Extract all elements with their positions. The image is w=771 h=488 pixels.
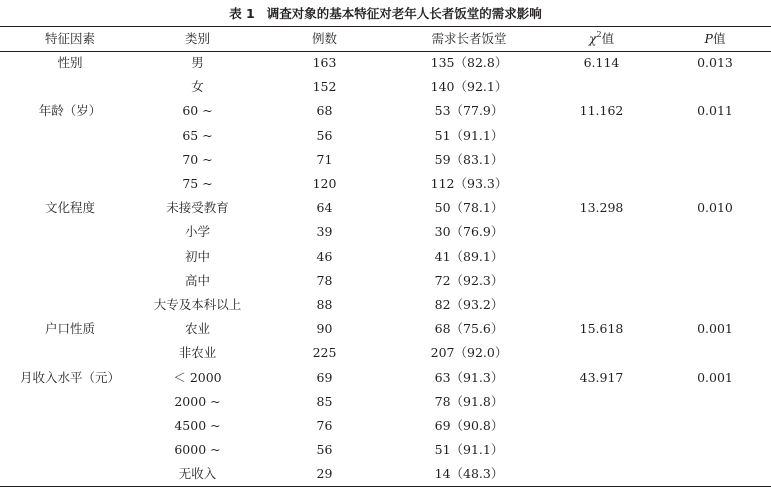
cell-p: 0.011 — [697, 103, 733, 119]
chi-suffix: 值 — [601, 31, 615, 46]
table-row — [0, 366, 771, 390]
cell-category: 60 ~ — [182, 103, 213, 119]
cell-need: 41（89.1） — [434, 248, 504, 264]
cell-category: 4500 ~ — [174, 418, 221, 434]
table-row — [0, 438, 771, 462]
cell-need: 112（93.3） — [430, 176, 508, 192]
cell-chi — [544, 341, 659, 365]
cell-chi — [544, 148, 659, 172]
header-need: 需求长者饭堂 — [431, 31, 507, 46]
cell-category: 男 — [191, 55, 204, 70]
cell-need: 207（92.0） — [430, 345, 508, 361]
cell-p — [659, 269, 771, 293]
cell-chi — [544, 462, 659, 486]
cell-need: 30（76.9） — [434, 224, 504, 240]
cell-p — [659, 438, 771, 462]
cell-chi — [544, 438, 659, 462]
cell-need: 63（91.3） — [434, 369, 504, 385]
cell-need: 135（82.8） — [430, 55, 508, 70]
table-row — [0, 75, 771, 99]
table-row — [0, 269, 771, 293]
cell-count: 71 — [316, 151, 333, 167]
cell-category: ＜ 2000 — [173, 369, 222, 385]
cell-p: 0.001 — [697, 321, 733, 337]
header-count: 例数 — [311, 31, 337, 46]
cell-factor — [0, 172, 140, 196]
cell-p — [659, 245, 771, 269]
cell-count: 78 — [316, 272, 333, 288]
cell-factor — [0, 462, 140, 486]
p-suffix: 值 — [712, 31, 726, 46]
cell-chi — [544, 75, 659, 99]
cell-count: 69 — [316, 369, 333, 385]
table-row — [0, 148, 771, 172]
cell-p: 0.013 — [697, 55, 733, 70]
cell-count: 225 — [312, 345, 337, 361]
header-factor: 特征因素 — [44, 31, 95, 46]
cell-count: 76 — [316, 418, 333, 434]
header-p-value — [659, 27, 771, 51]
cell-count: 46 — [316, 248, 333, 264]
cell-p — [659, 75, 771, 99]
table-number: 表 1 — [229, 6, 255, 21]
cell-category: 小学 — [184, 224, 210, 240]
cell-count: 56 — [316, 442, 333, 458]
p-symbol: P — [704, 31, 713, 46]
cell-factor — [0, 245, 140, 269]
cell-p — [659, 124, 771, 148]
cell-need: 140（92.1） — [430, 79, 508, 95]
cell-p — [659, 220, 771, 244]
table-row — [0, 51, 771, 75]
cell-category: 无收入 — [178, 466, 217, 482]
table-row — [0, 172, 771, 196]
cell-p: 0.001 — [697, 369, 733, 385]
cell-category: 大专及本科以上 — [153, 297, 242, 313]
table-row — [0, 341, 771, 365]
cell-factor — [0, 148, 140, 172]
cell-factor: 性别 — [57, 55, 83, 70]
cell-p — [659, 390, 771, 414]
cell-need: 51（91.1） — [434, 127, 504, 143]
cell-factor — [0, 293, 140, 317]
cell-factor — [0, 341, 140, 365]
cell-category: 非农业 — [178, 345, 217, 361]
cell-chi — [544, 293, 659, 317]
cell-category: 农业 — [184, 321, 210, 337]
cell-count: 120 — [312, 176, 337, 192]
cell-count: 85 — [316, 393, 333, 409]
chi-symbol: χ — [588, 31, 597, 46]
cell-count: 88 — [316, 297, 333, 313]
cell-factor — [0, 269, 140, 293]
cell-category: 65 ~ — [182, 127, 213, 143]
cell-factor — [0, 220, 140, 244]
cell-need: 72（92.3） — [434, 272, 504, 288]
cell-need: 68（75.6） — [434, 321, 504, 337]
cell-factor — [0, 414, 140, 438]
cell-p — [659, 341, 771, 365]
cell-p — [659, 148, 771, 172]
cell-chi — [544, 124, 659, 148]
cell-category: 70 ~ — [182, 151, 213, 167]
cell-count: 152 — [312, 79, 337, 95]
table-body — [0, 51, 771, 487]
table-row — [0, 317, 771, 341]
table-row — [0, 220, 771, 244]
cell-chi — [544, 220, 659, 244]
cell-p: 0.010 — [697, 200, 733, 216]
cell-category: 初中 — [184, 248, 210, 264]
cell-count: 56 — [316, 127, 333, 143]
cell-chi: 15.618 — [579, 321, 624, 337]
cell-need: 78（91.8） — [434, 393, 504, 409]
cell-p — [659, 462, 771, 486]
cell-need: 14（48.3） — [434, 466, 504, 482]
cell-factor: 月收入水平（元） — [19, 369, 120, 385]
cell-need: 51（91.1） — [434, 442, 504, 458]
header-chi-square — [544, 27, 659, 51]
cell-chi: 11.162 — [579, 103, 624, 119]
cell-chi: 13.298 — [579, 200, 624, 216]
cell-count: 163 — [312, 55, 337, 70]
table-title: 调查对象的基本特征对老年人长者饭堂的需求影响 — [266, 6, 542, 21]
characteristics-table — [0, 27, 771, 487]
cell-chi: 43.917 — [579, 369, 624, 385]
cell-factor — [0, 75, 140, 99]
cell-need: 59（83.1） — [434, 151, 504, 167]
cell-factor — [0, 124, 140, 148]
header-category: 类别 — [184, 31, 210, 46]
table-row — [0, 99, 771, 123]
cell-factor: 户口性质 — [44, 321, 95, 337]
cell-factor — [0, 438, 140, 462]
cell-chi — [544, 414, 659, 438]
table-row — [0, 293, 771, 317]
cell-p — [659, 414, 771, 438]
cell-chi — [544, 269, 659, 293]
cell-factor: 文化程度 — [44, 200, 95, 216]
cell-factor: 年龄（岁） — [38, 103, 102, 119]
cell-p — [659, 172, 771, 196]
cell-need: 82（93.2） — [434, 297, 504, 313]
cell-category: 高中 — [184, 272, 210, 288]
cell-category: 75 ~ — [182, 176, 213, 192]
table-row — [0, 390, 771, 414]
table-row — [0, 462, 771, 486]
header-row — [0, 27, 771, 51]
cell-count: 64 — [316, 200, 333, 216]
table-row — [0, 196, 771, 220]
cell-chi: 6.114 — [583, 55, 620, 70]
cell-chi — [544, 245, 659, 269]
cell-need: 53（77.9） — [434, 103, 504, 119]
chi-superscript: 2 — [596, 30, 602, 39]
cell-category: 未接受教育 — [166, 200, 229, 216]
cell-chi — [544, 172, 659, 196]
cell-count: 68 — [316, 103, 333, 119]
table-row — [0, 245, 771, 269]
table-row — [0, 124, 771, 148]
cell-chi — [544, 390, 659, 414]
cell-category: 女 — [191, 79, 204, 95]
table-row — [0, 414, 771, 438]
cell-category: 2000 ~ — [174, 393, 221, 409]
cell-count: 29 — [316, 466, 333, 482]
cell-count: 90 — [316, 321, 333, 337]
cell-need: 50（78.1） — [434, 200, 504, 216]
cell-factor — [0, 390, 140, 414]
cell-need: 69（90.8） — [434, 418, 504, 434]
cell-count: 39 — [316, 224, 333, 240]
cell-category: 6000 ~ — [174, 442, 221, 458]
table-caption — [0, 5, 771, 23]
cell-p — [659, 293, 771, 317]
